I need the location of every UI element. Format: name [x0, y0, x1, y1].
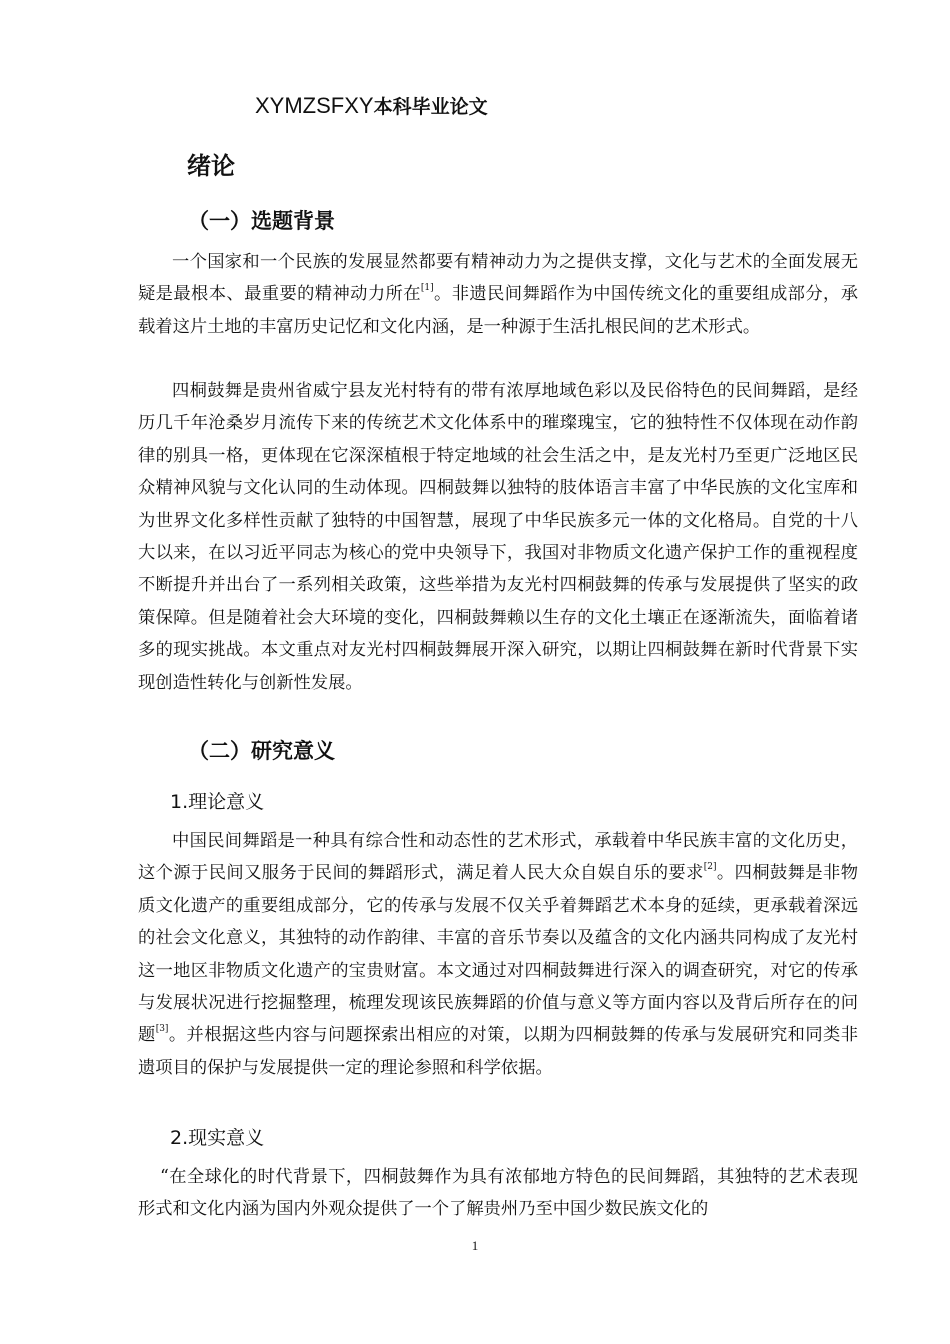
subsection-heading-theory: 1.理论意义	[170, 791, 265, 813]
subsection-heading-practice: 2.现实意义	[170, 1127, 265, 1149]
citation-2: [2]	[703, 862, 717, 873]
paragraph-background-2: 四桐鼓舞是贵州省威宁县友光村特有的带有浓厚地域色彩以及民俗特色的民间舞蹈，是经历几千年沧桑岁月流传下来的传统艺术文化体系中的璀璨瑰宝，它的独特性不仅体现在动作韵律的别具一格，更体现在它深深植根于特定地域的社会生活之中，是友光村乃至更广泛地区民众精神风貌与文化认同的生动体现。四桐鼓舞以独特的肢体语言丰富了中华民族的文化宝库和为世界文化多样性贡献了独特的中国智慧，展现了中华民族多元一体的文化格局。自党的十八大以来，在以习近平同志为核心的党中央领导下，我国对非物质文化遗产保护工作的重视程度不断提升并出台了一系列相关政策，这些举措为友光村四桐鼓舞的传承与发展提供了坚实的政策保障。但是随着社会大环境的变化，四桐鼓舞赖以生存的文化土壤正在逐渐流失，面临着诸多的现实挑战。本文重点对友光村四桐鼓舞展开深入研究，以期让四桐鼓舞在新时代背景下实现创造性转化与创新性发展。	[138, 381, 858, 693]
paragraph-practice: “在全球化的时代背景下，四桐鼓舞作为具有浓郁地方特色的民间舞蹈，其独特的艺术表现形式和文化内涵为国内外观众提供了一个了解贵州乃至中国少数民族文化的	[138, 1167, 858, 1220]
paragraph-theory: 中国民间舞蹈是一种具有综合性和动态性的艺术形式，承载着中华民族丰富的文化历史，这个源于民间又服务于民间的舞蹈形式，满足着人民大众自娱自乐的要求[2]。四桐鼓舞是非物质文化遗产的重要组成部分，它的传承与发展不仅关乎着舞蹈艺术本身的延续，更承载着深远的社会文化意义，其独特的动作韵律、丰富的音乐节奏以及蕴含的文化内涵共同构成了友光村这一地区非物质文化遗产的宝贵财富。本文通过对四桐鼓舞进行深入的调查研究，对它的传承与发展状况进行挖掘整理，梳理发现该民族舞蹈的价值与意义等方面内容以及背后所存在的问题[3]。并根据这些内容与问题探索出相应的对策，以期为四桐鼓舞的传承与发展研究和同类非遗项目的保护与发展提供一定的理论参照和科学依据。	[138, 831, 858, 1078]
page-header	[255, 92, 488, 119]
paragraph-background-1: 一个国家和一个民族的发展显然都要有精神动力为之提供支撑，文化与艺术的全面发展无疑是最根本、最重要的精神动力所在[1]。非遗民间舞蹈作为中国传统文化的重要组成部分，承载着这片土地的丰富历史记忆和文化内涵，是一种源于生活扎根民间的艺术形式。	[138, 252, 858, 337]
header-chinese: 本科毕业论文	[373, 96, 488, 118]
chapter-title: 绪论	[187, 152, 235, 180]
citation-3: [3]	[155, 1024, 169, 1035]
section-heading-significance: （二）研究意义	[188, 739, 335, 763]
header-latin: XYMZSFXY	[255, 93, 374, 118]
section-heading-background: （一）选题背景	[188, 209, 335, 233]
page-number: 1	[471, 1238, 479, 1253]
citation-1: [1]	[420, 283, 434, 294]
